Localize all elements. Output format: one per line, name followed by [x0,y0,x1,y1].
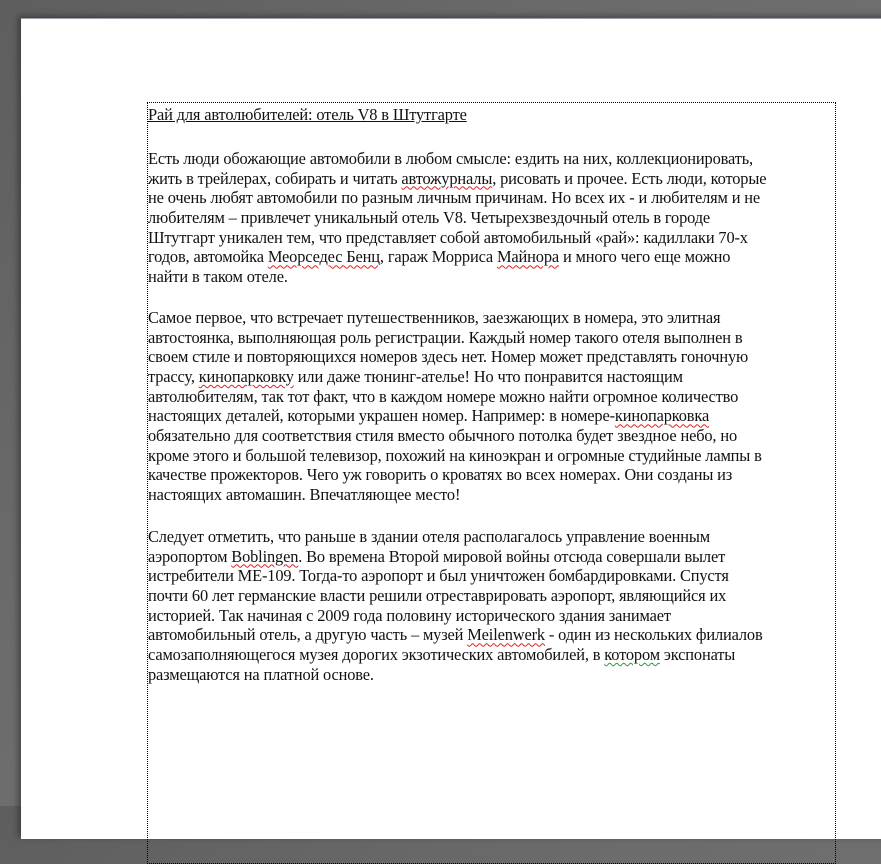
spelling-error-word[interactable]: Meilenwerk [467,625,545,645]
text-segment: размещаются на платной основе. [148,664,374,684]
text-segment: Штутгарт уникален тем, что представляет собой автомобильный «рай»: кадиллаки 70-х [148,227,748,247]
text-line [148,586,726,605]
grammar-error-word[interactable]: котором [604,644,660,664]
text-line [148,446,762,465]
text-line [148,308,720,327]
text-segment: автомобильный отель, а другую часть – музей [148,625,468,645]
text-line [148,188,760,207]
text-segment: самозаполняющегося музея дорогих экзотических автомобилей, в [148,644,605,664]
text-segment: жить в трейлерах, собирать и читать [148,168,402,188]
text-line [148,527,710,546]
text-segment: автостоянка, выполняющая роль регистрации. Каждый номер такого отеля выполнен в [148,327,743,347]
text-segment: аэропортом [148,546,232,566]
text-line [148,665,374,684]
text-line [148,606,671,625]
spelling-error-word[interactable]: Boblingen [231,546,299,566]
document-page [21,18,881,839]
text-segment: качестве прожекторов. Чего уж говорить о кроватях во всех номерах. Они созданы из [148,465,733,485]
text-line [148,485,460,504]
text-line [148,566,729,585]
text-line [148,169,766,188]
text-segment: своем стиле и повторяющихся номеров здесь нет. Номер может представлять гоночную [148,347,749,367]
text-line [148,645,735,664]
text-segment: или даже тюнинг-ателье! Но что понравится настоящим [293,366,683,386]
text-box[interactable] [147,102,836,864]
text-line [148,228,748,247]
text-segment: и много чего еще можно [559,247,731,267]
text-line [148,406,709,425]
text-line [148,208,710,227]
text-segment: истребители МЕ-109. Тогда-то аэропорт и был уничтожен бомбардировками. Спустя [148,566,729,586]
spelling-error-word[interactable]: Меорседес Бенц [267,247,380,267]
text-segment: , рисовать и прочее. Есть люди, которые [492,168,767,188]
text-line [148,367,683,386]
text-line [148,247,730,266]
text-segment: , гараж Морриса [379,247,497,267]
text-segment: экспонаты [659,644,736,664]
text-segment: историей. Так начиная с 2009 года половину исторического здания занимает [148,605,671,625]
text-line [148,625,763,644]
text-segment: любителям – привлечет уникальный отель V8. Четырехзвездочный отель в городе [148,207,711,227]
spelling-error-word[interactable]: Майнора [496,247,559,267]
text-line [148,465,732,484]
text-line [148,347,748,366]
text-segment: годов, автомойка [148,247,268,267]
text-segment: настоящих автомашин. Впечатляющее место! [148,484,461,504]
text-line [148,426,737,445]
text-line [148,387,738,406]
text-line [148,149,753,168]
text-line [148,328,742,347]
document-title: Рай для автолюбителей: отель V8 в Штутгарте [148,105,467,124]
text-line [148,547,725,566]
text-segment: кроме этого и большой телевизор, похожий на киноэкран и огромные студийные лампы в [148,445,762,465]
text-segment: не очень любят автомобили по разным личным причинам. Но всех их - и любителям и не [148,188,761,208]
text-segment: . Во времена Второй мировой войны отсюда совершали вылет [298,546,726,566]
text-segment: Есть люди обожающие автомобили в любом смысле: ездить на них, коллекционировать, [148,149,753,168]
text-segment: настоящих деталей, которыми украшен номер. Например: в номере- [148,406,615,426]
text-segment: Следует отметить, что раньше в здании отеля располагалось управление военным [148,527,710,546]
spelling-error-word[interactable]: кинопарковку [198,366,294,386]
text-segment: почти 60 лет германские власти решили отреставрировать аэропорт, являющийся их [148,585,727,605]
text-segment: автолюбителям, так тот факт, что в каждом номере можно найти огромное количество [148,386,739,406]
text-segment: - один из нескольких филиалов [544,625,763,645]
spelling-error-word[interactable]: кинопарковка [614,406,710,426]
text-segment: найти в таком отеле. [148,266,288,286]
text-segment: Самое первое, что встречает путешественников, заезжающих в номера, это элитная [148,308,721,327]
text-segment: трассу, [148,366,199,386]
text-segment: обязательно для соответствия стиля вместо обычного потолка будет звездное небо, но [148,425,737,445]
text-line [148,267,288,286]
spelling-error-word[interactable]: автожурналы [401,168,493,188]
